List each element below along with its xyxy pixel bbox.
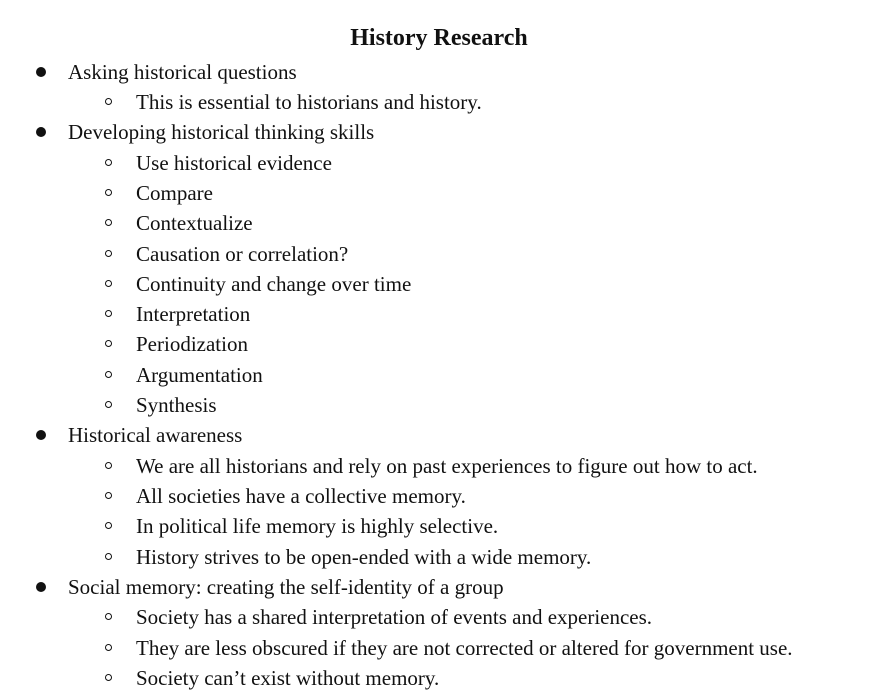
list-item	[0, 663, 878, 693]
list-item	[0, 208, 878, 238]
circle-bullet-icon	[105, 522, 112, 529]
list-item-text: Causation or correlation?	[136, 242, 349, 266]
circle-bullet-icon	[105, 462, 112, 469]
list-item	[0, 269, 878, 299]
list-item	[0, 239, 878, 269]
list-item	[0, 481, 878, 511]
section-heading-text: Social memory: creating the self-identity of a group	[68, 575, 504, 599]
circle-bullet-icon	[105, 98, 112, 105]
list-item-text: History strives to be open-ended with a wide memory.	[136, 545, 592, 569]
section-heading-text: Developing historical thinking skills	[68, 120, 375, 144]
list-item	[0, 329, 878, 359]
list-item-text: Argumentation	[136, 363, 263, 387]
circle-bullet-icon	[105, 280, 112, 287]
section-heading	[0, 572, 878, 602]
circle-bullet-icon	[105, 310, 112, 317]
circle-bullet-icon	[105, 492, 112, 499]
list-item	[0, 178, 878, 208]
section-heading	[0, 117, 878, 147]
list-item-text: Periodization	[136, 332, 248, 356]
disc-bullet-icon	[36, 127, 46, 137]
circle-bullet-icon	[105, 250, 112, 257]
circle-bullet-icon	[105, 159, 112, 166]
disc-bullet-icon	[36, 582, 46, 592]
circle-bullet-icon	[105, 613, 112, 620]
list-item-text: Synthesis	[136, 393, 217, 417]
disc-bullet-icon	[36, 430, 46, 440]
disc-bullet-icon	[36, 67, 46, 77]
list-item	[0, 390, 878, 420]
list-item	[0, 148, 878, 178]
circle-bullet-icon	[105, 189, 112, 196]
section-heading	[0, 57, 878, 87]
circle-bullet-icon	[105, 553, 112, 560]
section-heading	[0, 420, 878, 450]
list-item-text: Contextualize	[136, 211, 253, 235]
list-item-text: Society has a shared interpretation of events and experiences.	[136, 605, 653, 629]
list-item	[0, 360, 878, 390]
list-item	[0, 633, 878, 663]
list-item-text: Compare	[136, 181, 213, 205]
list-item-text: Use historical evidence	[136, 151, 332, 175]
list-item-text: This is essential to historians and history.	[136, 90, 482, 114]
circle-bullet-icon	[105, 340, 112, 347]
list-item-text: All societies have a collective memory.	[136, 484, 466, 508]
section-heading-text: Historical awareness	[68, 423, 243, 447]
list-item-text: Continuity and change over time	[136, 272, 412, 296]
list-item-text: Interpretation	[136, 302, 251, 326]
document-title: History Research	[350, 25, 528, 51]
circle-bullet-icon	[105, 644, 112, 651]
list-item-text: Society can’t exist without memory.	[136, 666, 440, 690]
list-item	[0, 602, 878, 632]
section-heading-text: Asking historical questions	[68, 60, 297, 84]
circle-bullet-icon	[105, 371, 112, 378]
list-item	[0, 542, 878, 572]
circle-bullet-icon	[105, 401, 112, 408]
list-item-text: We are all historians and rely on past experiences to figure out how to act.	[136, 454, 758, 478]
circle-bullet-icon	[105, 674, 112, 681]
list-item	[0, 87, 878, 117]
list-item-text: They are less obscured if they are not corrected or altered for government use.	[136, 636, 793, 660]
circle-bullet-icon	[105, 219, 112, 226]
list-item	[0, 299, 878, 329]
list-item	[0, 451, 878, 481]
list-item-text: In political life memory is highly selective.	[136, 514, 499, 538]
list-item	[0, 511, 878, 541]
